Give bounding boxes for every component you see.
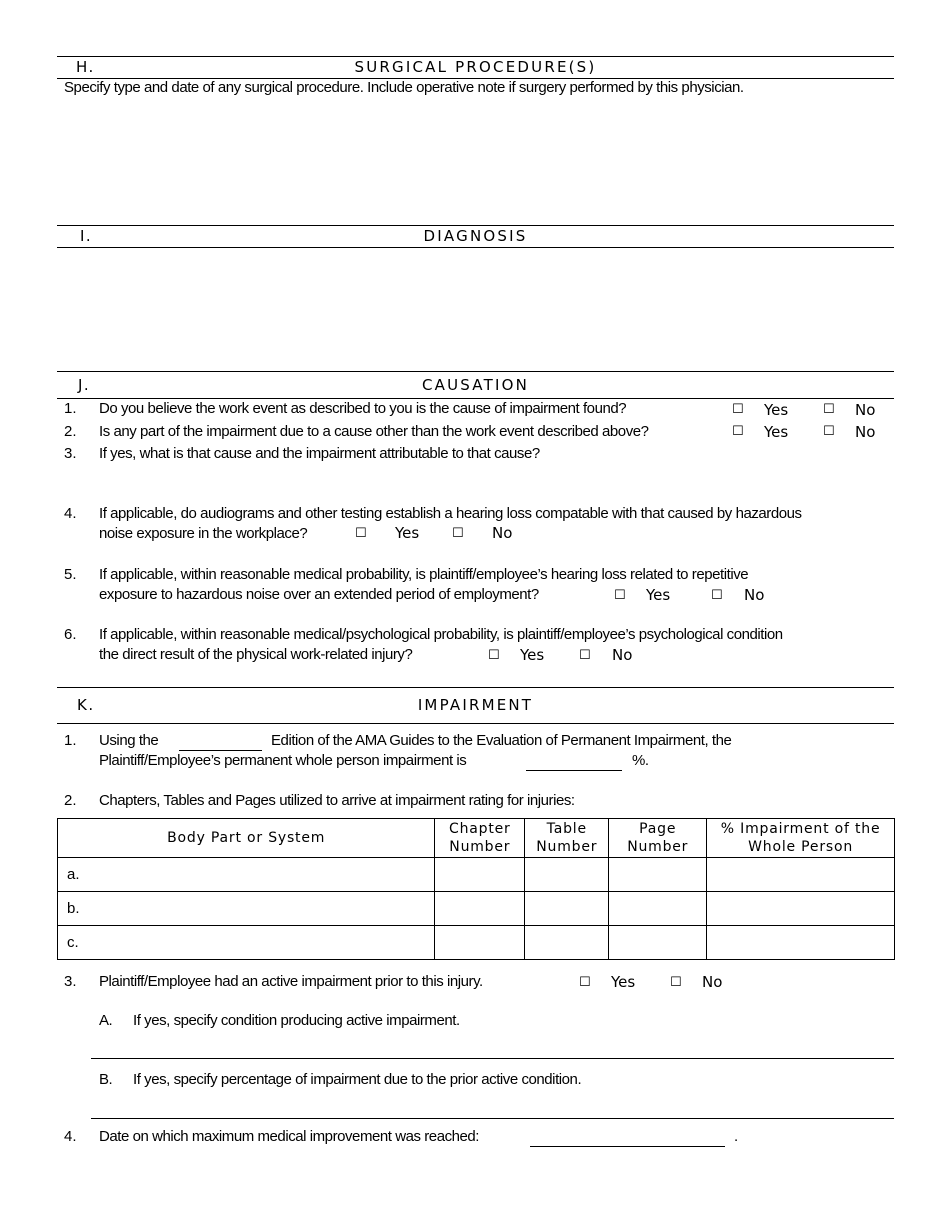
q4-yes-checkbox[interactable]: ☐ bbox=[355, 526, 367, 541]
body-part-cell[interactable]: b. bbox=[58, 892, 435, 926]
whole-person-impairment-field[interactable] bbox=[526, 770, 622, 771]
mmi-date-field[interactable] bbox=[530, 1146, 725, 1147]
item-number: 2. bbox=[64, 792, 77, 809]
section-j-title: CAUSATION bbox=[421, 376, 530, 394]
q6-yes-label: Yes bbox=[520, 646, 545, 664]
q5-yes-checkbox[interactable]: ☐ bbox=[614, 588, 626, 603]
header-page-number: Page Number bbox=[609, 819, 707, 858]
section-i-bottom-rule bbox=[57, 247, 894, 248]
header-body-part: Body Part or System bbox=[58, 819, 435, 858]
impairment-cell[interactable] bbox=[707, 858, 895, 892]
page-cell[interactable] bbox=[609, 858, 707, 892]
q4-no-label: No bbox=[492, 524, 513, 542]
question-6-text-line2: the direct result of the physical work-related injury? bbox=[99, 646, 413, 663]
q6-no-label: No bbox=[612, 646, 633, 664]
k3-yes-checkbox[interactable]: ☐ bbox=[579, 975, 591, 990]
k3-text: Plaintiff/Employee had an active impairment prior to this injury. bbox=[99, 973, 483, 990]
k3-sub-a-letter: A. bbox=[99, 1012, 113, 1029]
question-number: 1. bbox=[64, 400, 77, 417]
question-number: 5. bbox=[64, 566, 77, 583]
surgical-procedure-area[interactable] bbox=[57, 100, 894, 220]
table-cell[interactable] bbox=[525, 926, 609, 960]
question-3-text: If yes, what is that cause and the impairment attributable to that cause? bbox=[99, 445, 540, 462]
q2-yes-label: Yes bbox=[764, 423, 789, 441]
k1-using-the: Using the bbox=[99, 732, 159, 749]
q5-no-label: No bbox=[744, 586, 765, 604]
k3-sub-b-letter: B. bbox=[99, 1071, 113, 1088]
q3-answer-area[interactable] bbox=[99, 466, 894, 502]
q4-no-checkbox[interactable]: ☐ bbox=[452, 526, 464, 541]
question-4-text-line1: If applicable, do audiograms and other testing establish a hearing loss compatable with that caused by hazardous bbox=[99, 505, 802, 522]
q4-yes-label: Yes bbox=[395, 524, 420, 542]
section-j-letter: J. bbox=[78, 376, 91, 394]
section-i-top-rule bbox=[57, 225, 894, 226]
section-k-top-rule bbox=[57, 687, 894, 688]
body-part-cell[interactable]: c. bbox=[58, 926, 435, 960]
k1-edition-text: Edition of the AMA Guides to the Evaluation of Permanent Impairment, the bbox=[271, 732, 732, 749]
chapter-cell[interactable] bbox=[435, 892, 525, 926]
question-1-text: Do you believe the work event as described to you is the cause of impairment found? bbox=[99, 400, 627, 417]
section-j-bottom-rule bbox=[57, 398, 894, 399]
q1-no-checkbox[interactable]: ☐ bbox=[823, 402, 835, 417]
section-k-title: IMPAIRMENT bbox=[417, 696, 534, 714]
section-j-top-rule bbox=[57, 371, 894, 372]
q2-no-label: No bbox=[855, 423, 876, 441]
item-number: 1. bbox=[64, 732, 77, 749]
table-row bbox=[58, 892, 895, 926]
q5-yes-label: Yes bbox=[646, 586, 671, 604]
question-number: 3. bbox=[64, 445, 77, 462]
table-cell[interactable] bbox=[525, 892, 609, 926]
section-k-letter: K. bbox=[77, 696, 95, 714]
impairment-table bbox=[57, 818, 895, 960]
q1-yes-label: Yes bbox=[764, 401, 789, 419]
table-cell[interactable] bbox=[525, 858, 609, 892]
chapter-cell[interactable] bbox=[435, 926, 525, 960]
question-number: 4. bbox=[64, 505, 77, 522]
table-header-row bbox=[58, 819, 895, 858]
diagnosis-area[interactable] bbox=[57, 250, 894, 368]
ama-edition-field[interactable] bbox=[179, 750, 262, 751]
k2-text: Chapters, Tables and Pages utilized to arrive at impairment rating for injuries: bbox=[99, 792, 575, 809]
header-table-number: Table Number bbox=[525, 819, 609, 858]
k3-sub-b-text: If yes, specify percentage of impairment due to the prior active condition. bbox=[133, 1071, 582, 1088]
q5-no-checkbox[interactable]: ☐ bbox=[711, 588, 723, 603]
question-number: 2. bbox=[64, 423, 77, 440]
page-cell[interactable] bbox=[609, 892, 707, 926]
impairment-cell[interactable] bbox=[707, 892, 895, 926]
question-2-text: Is any part of the impairment due to a cause other than the work event described above? bbox=[99, 423, 649, 440]
page-cell[interactable] bbox=[609, 926, 707, 960]
q1-yes-checkbox[interactable]: ☐ bbox=[732, 402, 744, 417]
q1-no-label: No bbox=[855, 401, 876, 419]
k4-text: Date on which maximum medical improvement was reached: bbox=[99, 1128, 480, 1145]
table-row bbox=[58, 926, 895, 960]
section-i-title: DIAGNOSIS bbox=[423, 227, 528, 245]
question-5-text-line2: exposure to hazardous noise over an extended period of employment? bbox=[99, 586, 539, 603]
question-5-text-line1: If applicable, within reasonable medical probability, is plaintiff/employee’s hearing loss related to repetitive bbox=[99, 566, 749, 583]
percent-sign: %. bbox=[632, 752, 649, 769]
q6-no-checkbox[interactable]: ☐ bbox=[579, 648, 591, 663]
question-4-text-line2: noise exposure in the workplace? bbox=[99, 525, 308, 542]
impairment-cell[interactable] bbox=[707, 926, 895, 960]
k1-line2-text: Plaintiff/Employee’s permanent whole person impairment is bbox=[99, 752, 467, 769]
k4-end-period: . bbox=[734, 1128, 738, 1145]
section-h-title: SURGICAL PROCEDURE(S) bbox=[354, 58, 597, 76]
section-h-top-rule bbox=[57, 56, 894, 57]
header-percent-impairment: % Impairment of the Whole Person bbox=[707, 819, 895, 858]
question-6-text-line1: If applicable, within reasonable medical/psychological probability, is plaintiff/employee’s psychological condition bbox=[99, 626, 783, 643]
item-number: 3. bbox=[64, 973, 77, 990]
k3-sub-a-text: If yes, specify condition producing active impairment. bbox=[133, 1012, 460, 1029]
q2-yes-checkbox[interactable]: ☐ bbox=[732, 424, 744, 439]
q6-yes-checkbox[interactable]: ☐ bbox=[488, 648, 500, 663]
k3-no-checkbox[interactable]: ☐ bbox=[670, 975, 682, 990]
prior-condition-field[interactable] bbox=[91, 1058, 894, 1059]
k3-yes-label: Yes bbox=[611, 973, 636, 991]
q2-no-checkbox[interactable]: ☐ bbox=[823, 424, 835, 439]
k3-no-label: No bbox=[702, 973, 723, 991]
prior-impairment-percent-field[interactable] bbox=[91, 1118, 894, 1119]
chapter-cell[interactable] bbox=[435, 858, 525, 892]
section-h-instruction: Specify type and date of any surgical procedure. Include operative note if surgery performed by this physician. bbox=[64, 79, 744, 96]
table-row bbox=[58, 858, 895, 892]
section-h-letter: H. bbox=[76, 58, 95, 76]
section-i-letter: I. bbox=[80, 227, 93, 245]
question-number: 6. bbox=[64, 626, 77, 643]
body-part-cell[interactable]: a. bbox=[58, 858, 435, 892]
header-chapter-number: Chapter Number bbox=[435, 819, 525, 858]
item-number: 4. bbox=[64, 1128, 77, 1145]
section-k-bottom-rule bbox=[57, 723, 894, 724]
